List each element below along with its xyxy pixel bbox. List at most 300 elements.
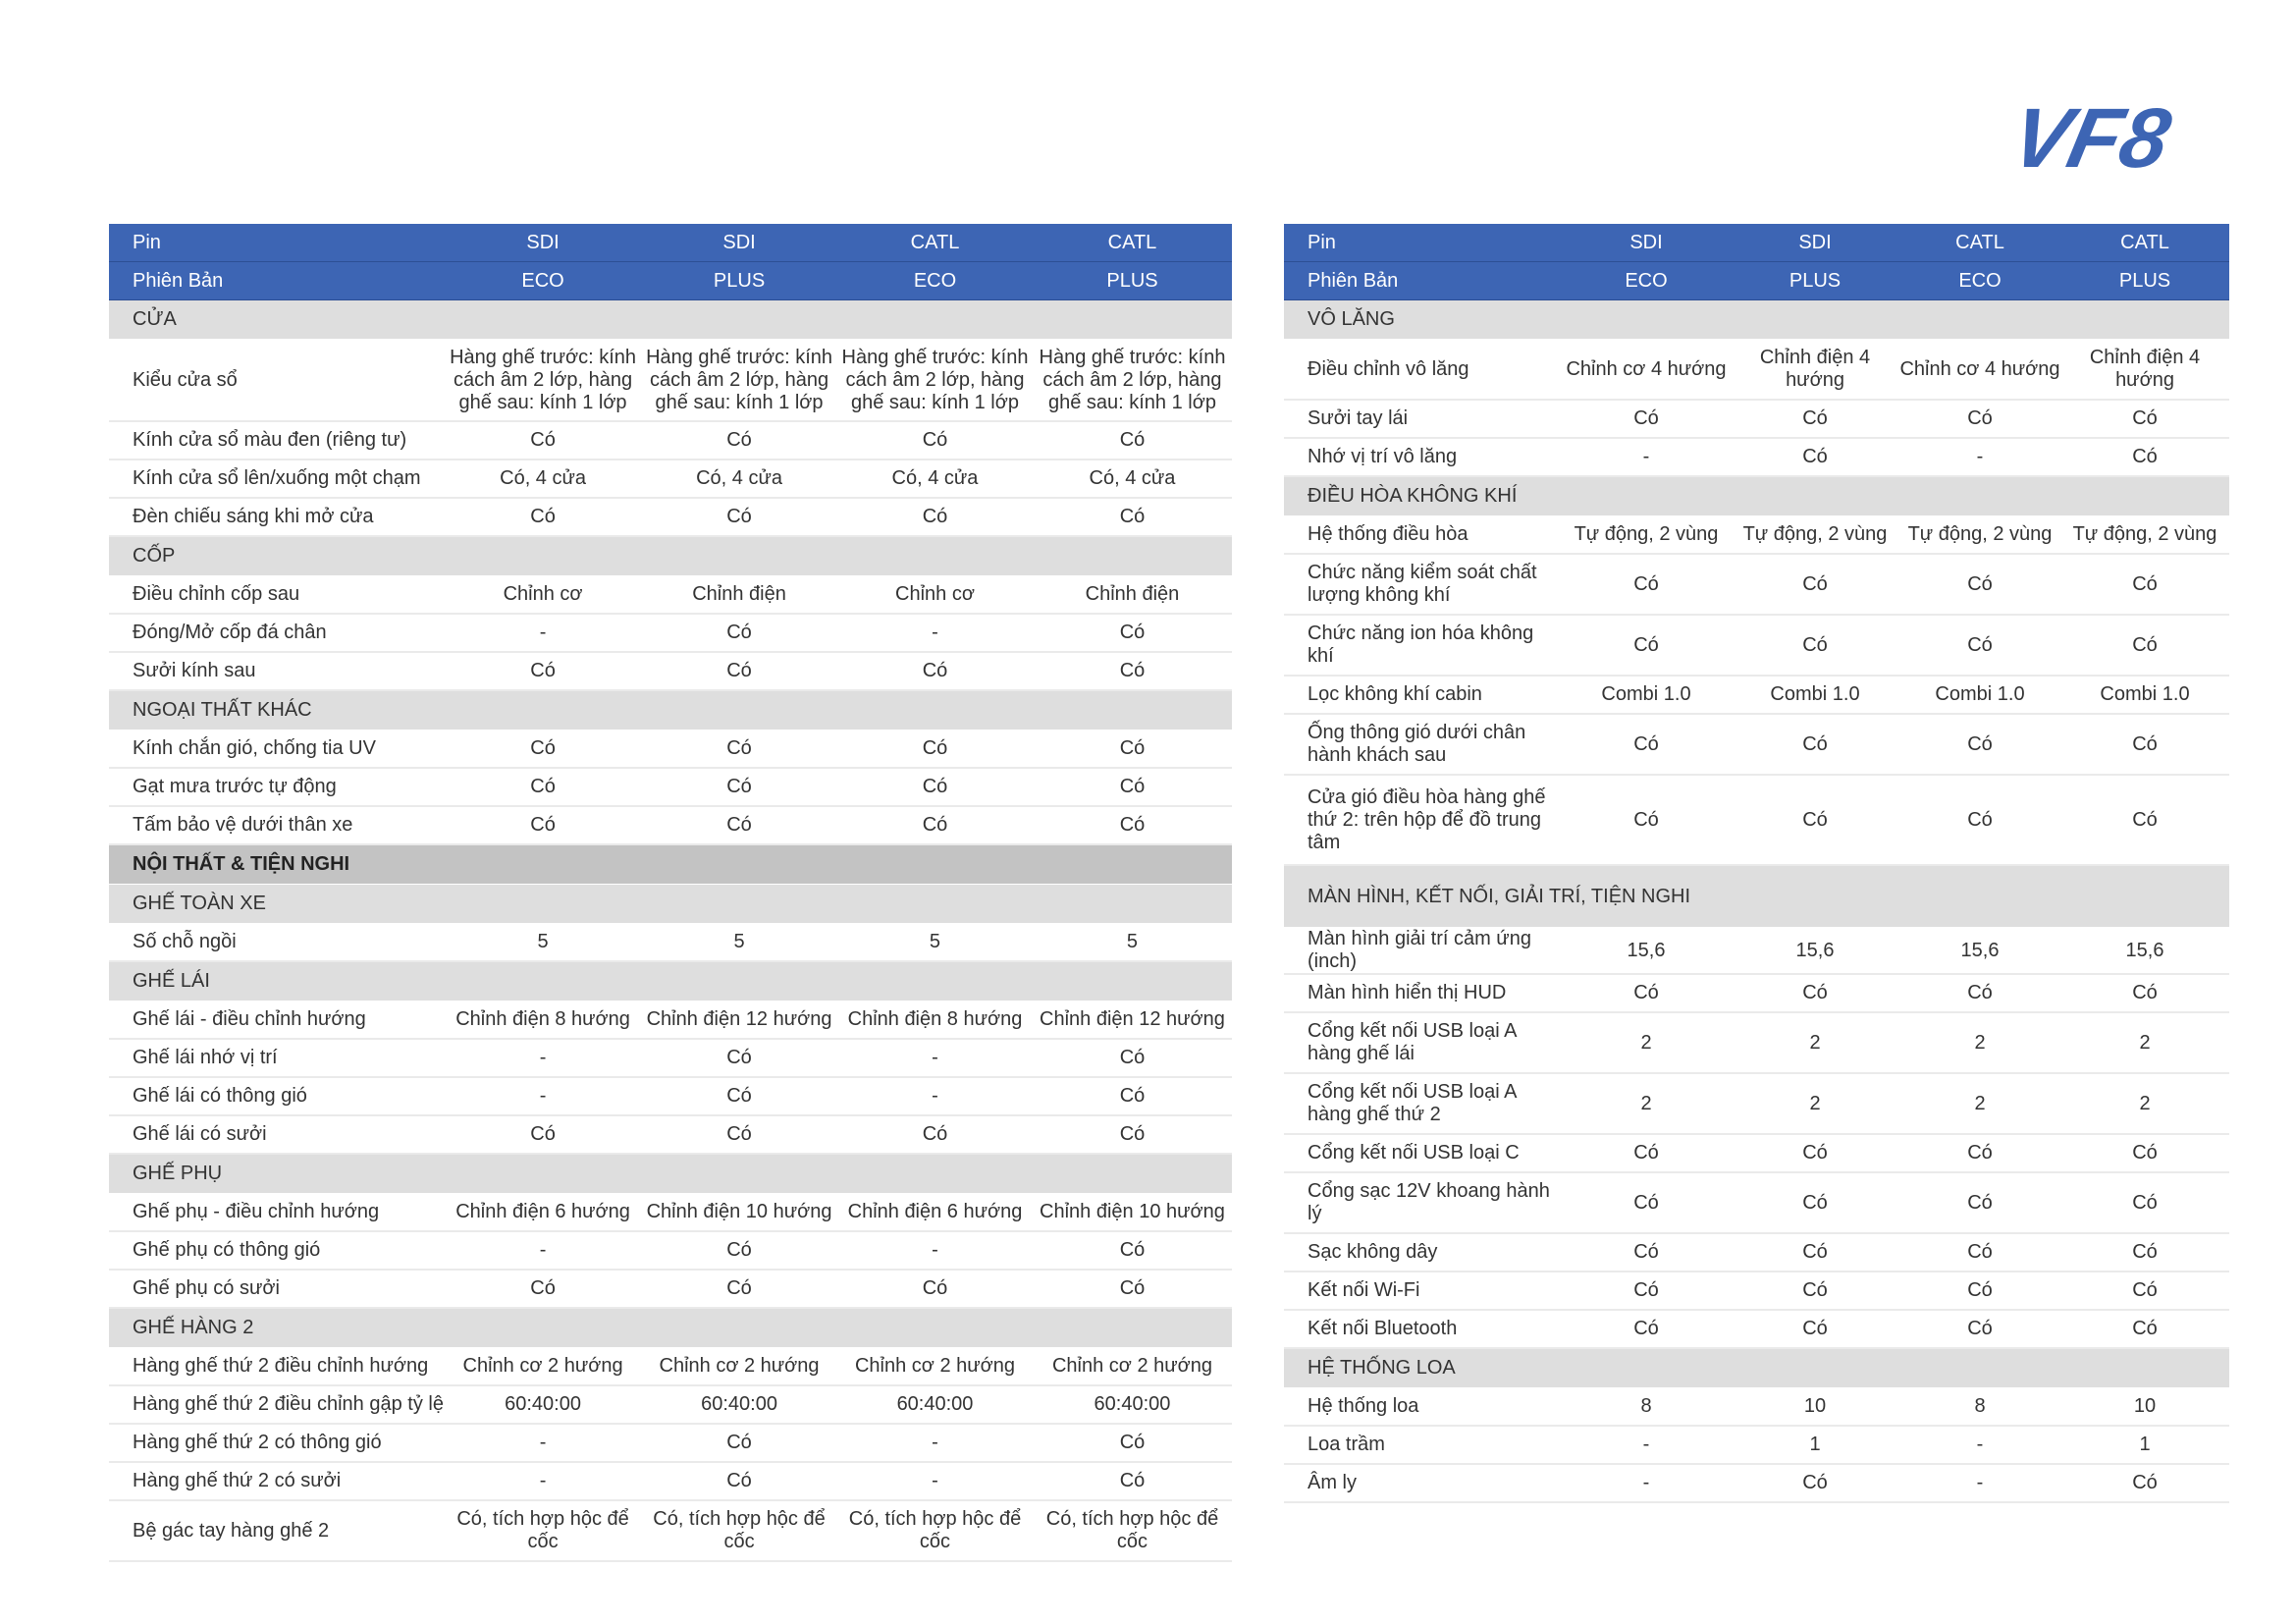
- row-value: Có: [2060, 438, 2229, 476]
- row-value: Chỉnh điện: [1033, 576, 1232, 615]
- row-value: -: [445, 1077, 641, 1115]
- row-value: Có: [1562, 974, 1731, 1012]
- row-value: Có: [641, 614, 837, 652]
- header-cell: PLUS: [2060, 262, 2229, 300]
- spec-table-right: [1284, 224, 2229, 1503]
- table-row: [1284, 400, 2229, 438]
- table-row: [1284, 676, 2229, 714]
- table-row: [109, 1001, 1232, 1040]
- section-header: [109, 885, 1232, 924]
- row-value: Có: [1899, 554, 2060, 615]
- row-value: Có: [1899, 1134, 2060, 1172]
- table-row: [109, 652, 1232, 690]
- row-value: Có: [1899, 775, 2060, 865]
- row-value: Có: [1033, 421, 1232, 460]
- row-label: Điều chỉnh vô lăng: [1284, 340, 1562, 401]
- table-row: [109, 731, 1232, 769]
- row-value: Có: [1731, 554, 1899, 615]
- row-value: Tự động, 2 vùng: [2060, 516, 2229, 555]
- table-row: [1284, 1310, 2229, 1348]
- table-row: [1284, 615, 2229, 676]
- row-label: Hệ thống điều hòa: [1284, 516, 1562, 555]
- row-value: Có: [2060, 615, 2229, 676]
- row-value: Có: [1033, 806, 1232, 844]
- section-header: [1284, 1348, 2229, 1388]
- row-value: Có: [445, 768, 641, 806]
- row-value: 2: [1562, 1073, 1731, 1134]
- table-row: [109, 1424, 1232, 1462]
- row-value: Hàng ghế trước: kính cách âm 2 lớp, hàng ghế sau: kính 1 lớp: [837, 340, 1033, 422]
- row-value: Có, 4 cửa: [445, 460, 641, 498]
- header-row: [109, 262, 1232, 300]
- section-header: [109, 1154, 1232, 1194]
- row-value: 2: [1899, 1073, 2060, 1134]
- row-value: 15,6: [1731, 928, 1899, 975]
- row-value: Có: [2060, 1134, 2229, 1172]
- row-value: Có: [2060, 1464, 2229, 1502]
- row-value: Có: [1731, 1233, 1899, 1272]
- row-value: 2: [1562, 1012, 1731, 1073]
- row-value: Có: [1033, 1424, 1232, 1462]
- row-value: Chỉnh điện 8 hướng: [445, 1001, 641, 1040]
- row-label: Cửa gió điều hòa hàng ghế thứ 2: trên hộp để đồ trung tâm: [1284, 775, 1562, 865]
- row-value: Có: [1033, 1039, 1232, 1077]
- row-value: Combi 1.0: [1562, 676, 1731, 714]
- row-label: Cổng kết nối USB loại C: [1284, 1134, 1562, 1172]
- row-value: 60:40:00: [837, 1385, 1033, 1424]
- table-row: [109, 1500, 1232, 1561]
- row-value: 10: [1731, 1388, 1899, 1427]
- row-value: Có: [445, 498, 641, 536]
- row-value: Có: [1033, 614, 1232, 652]
- row-label: Đóng/Mở cốp đá chân: [109, 614, 445, 652]
- row-value: 2: [1899, 1012, 2060, 1073]
- row-value: Chỉnh cơ 4 hướng: [1899, 340, 2060, 401]
- row-value: Chỉnh cơ 2 hướng: [641, 1348, 837, 1386]
- table-row: [1284, 1426, 2229, 1464]
- header-row: [1284, 224, 2229, 262]
- header-label: Pin: [1284, 224, 1562, 262]
- row-value: 5: [445, 924, 641, 962]
- row-value: Có: [1731, 438, 1899, 476]
- row-value: Chỉnh điện 12 hướng: [1033, 1001, 1232, 1040]
- row-value: Có: [1899, 615, 2060, 676]
- row-label: Kết nối Bluetooth: [1284, 1310, 1562, 1348]
- section-header: [109, 844, 1232, 885]
- row-label: Cổng kết nối USB loại A hàng ghế thứ 2: [1284, 1073, 1562, 1134]
- row-value: Có: [1562, 400, 1731, 438]
- row-value: Có: [1562, 714, 1731, 775]
- header-row: [109, 224, 1232, 262]
- row-value: Có: [641, 1424, 837, 1462]
- row-value: Có: [1731, 974, 1899, 1012]
- header-label: Pin: [109, 224, 445, 262]
- row-value: 60:40:00: [1033, 1385, 1232, 1424]
- row-value: Tự động, 2 vùng: [1562, 516, 1731, 555]
- row-value: Có: [2060, 1310, 2229, 1348]
- row-value: -: [1899, 1464, 2060, 1502]
- header-label: Phiên Bản: [1284, 262, 1562, 300]
- table-row: [1284, 1012, 2229, 1073]
- row-value: Có: [641, 1115, 837, 1154]
- table-row: [109, 1077, 1232, 1115]
- row-value: Có: [1562, 615, 1731, 676]
- row-value: Có, 4 cửa: [837, 460, 1033, 498]
- row-value: Tự động, 2 vùng: [1731, 516, 1899, 555]
- row-value: Có, tích hợp hộc để cốc: [1033, 1500, 1232, 1561]
- row-label: Kính chắn gió, chống tia UV: [109, 731, 445, 769]
- row-value: Chỉnh điện 12 hướng: [641, 1001, 837, 1040]
- row-label: Gạt mưa trước tự động: [109, 768, 445, 806]
- table-row: [1284, 554, 2229, 615]
- row-value: Chỉnh cơ 4 hướng: [1562, 340, 1731, 401]
- section-header: [1284, 300, 2229, 340]
- row-label: Sưởi tay lái: [1284, 400, 1562, 438]
- row-value: Combi 1.0: [1899, 676, 2060, 714]
- table-row: [109, 806, 1232, 844]
- row-value: Có: [445, 731, 641, 769]
- header-cell: ECO: [1562, 262, 1731, 300]
- row-label: Loa trầm: [1284, 1426, 1562, 1464]
- row-value: -: [837, 1077, 1033, 1115]
- row-label: Số chỗ ngồi: [109, 924, 445, 962]
- table-row: [1284, 438, 2229, 476]
- row-value: -: [837, 1424, 1033, 1462]
- table-row: [109, 1385, 1232, 1424]
- row-value: -: [1899, 1426, 2060, 1464]
- header-cell: ECO: [1899, 262, 2060, 300]
- row-value: -: [837, 1462, 1033, 1500]
- row-value: Có: [2060, 1233, 2229, 1272]
- row-value: Chỉnh cơ 2 hướng: [1033, 1348, 1232, 1386]
- section-title: GHẾ TOÀN XE: [109, 885, 1232, 924]
- row-label: Chức năng kiểm soát chất lượng không khí: [1284, 554, 1562, 615]
- table-row: [1284, 1134, 2229, 1172]
- row-value: 5: [837, 924, 1033, 962]
- row-value: Có: [837, 1115, 1033, 1154]
- row-value: Có: [641, 498, 837, 536]
- section-header: [109, 690, 1232, 731]
- section-header: [109, 300, 1232, 340]
- header-cell: CATL: [1033, 224, 1232, 262]
- row-value: Chỉnh điện: [641, 576, 837, 615]
- row-label: Cổng kết nối USB loại A hàng ghế lái: [1284, 1012, 1562, 1073]
- row-value: Có: [641, 1270, 837, 1308]
- row-value: Có: [1033, 1231, 1232, 1270]
- row-label: Kính cửa sổ lên/xuống một chạm: [109, 460, 445, 498]
- row-value: Có: [837, 421, 1033, 460]
- table-row: [109, 1270, 1232, 1308]
- row-label: Hàng ghế thứ 2 điều chỉnh gập tỷ lệ: [109, 1385, 445, 1424]
- header-cell: SDI: [1731, 224, 1899, 262]
- header-cell: CATL: [2060, 224, 2229, 262]
- row-value: Có: [1033, 768, 1232, 806]
- row-value: Có: [1562, 1233, 1731, 1272]
- row-value: Có: [837, 498, 1033, 536]
- row-value: Có: [2060, 554, 2229, 615]
- spec-table-left: [109, 224, 1232, 1562]
- row-value: Hàng ghế trước: kính cách âm 2 lớp, hàng ghế sau: kính 1 lớp: [641, 340, 837, 422]
- row-value: -: [837, 614, 1033, 652]
- row-value: Hàng ghế trước: kính cách âm 2 lớp, hàng ghế sau: kính 1 lớp: [1033, 340, 1232, 422]
- row-value: Có: [837, 806, 1033, 844]
- row-value: Có: [641, 1039, 837, 1077]
- table-row: [1284, 1464, 2229, 1502]
- row-label: Lọc không khí cabin: [1284, 676, 1562, 714]
- row-label: Màn hình giải trí cảm ứng (inch): [1284, 928, 1562, 975]
- row-value: -: [445, 1462, 641, 1500]
- table-row: [109, 614, 1232, 652]
- row-label: Ghế phụ có thông gió: [109, 1231, 445, 1270]
- row-value: Chỉnh cơ 2 hướng: [445, 1348, 641, 1386]
- section-title: GHẾ PHỤ: [109, 1154, 1232, 1194]
- row-value: Chỉnh cơ: [445, 576, 641, 615]
- row-label: Đèn chiếu sáng khi mở cửa: [109, 498, 445, 536]
- row-value: Có: [1731, 1172, 1899, 1233]
- row-value: Có: [1033, 1077, 1232, 1115]
- row-value: Có: [1899, 1272, 2060, 1310]
- row-value: Có: [1562, 1134, 1731, 1172]
- section-header: [1284, 476, 2229, 516]
- row-label: Ghế lái có thông gió: [109, 1077, 445, 1115]
- table-row: [109, 768, 1232, 806]
- row-value: Có: [641, 421, 837, 460]
- row-value: Có: [445, 652, 641, 690]
- row-value: Có: [1562, 775, 1731, 865]
- section-title: CỐP: [109, 536, 1232, 576]
- row-value: 2: [2060, 1012, 2229, 1073]
- row-value: Có: [2060, 400, 2229, 438]
- row-value: Có: [445, 1270, 641, 1308]
- row-value: Combi 1.0: [1731, 676, 1899, 714]
- row-label: Ghế lái có sưởi: [109, 1115, 445, 1154]
- row-value: Có: [445, 806, 641, 844]
- row-value: -: [1562, 1426, 1731, 1464]
- row-value: Có: [1899, 1233, 2060, 1272]
- header-cell: ECO: [445, 262, 641, 300]
- row-value: Chỉnh cơ: [837, 576, 1033, 615]
- row-value: Có: [837, 1270, 1033, 1308]
- row-label: Kiểu cửa sổ: [109, 340, 445, 422]
- row-value: -: [445, 614, 641, 652]
- row-value: Có, 4 cửa: [1033, 460, 1232, 498]
- row-value: 5: [1033, 924, 1232, 962]
- row-label: Kính cửa sổ màu đen (riêng tư): [109, 421, 445, 460]
- row-value: -: [1562, 1464, 1731, 1502]
- row-value: Có: [641, 731, 837, 769]
- header-label: Phiên Bản: [109, 262, 445, 300]
- row-label: Ghế phụ có sưởi: [109, 1270, 445, 1308]
- row-value: Có: [1731, 1134, 1899, 1172]
- row-value: Có: [1731, 1310, 1899, 1348]
- row-label: Sạc không dây: [1284, 1233, 1562, 1272]
- table-row: [109, 1348, 1232, 1386]
- table-row: [1284, 1233, 2229, 1272]
- row-value: Có: [445, 1115, 641, 1154]
- row-value: Có: [2060, 775, 2229, 865]
- row-value: Chỉnh điện 10 hướng: [1033, 1194, 1232, 1232]
- table-row: [109, 1231, 1232, 1270]
- row-value: Chỉnh cơ 2 hướng: [837, 1348, 1033, 1386]
- row-value: Có: [1899, 400, 2060, 438]
- row-value: 15,6: [1562, 928, 1731, 975]
- row-value: 15,6: [2060, 928, 2229, 975]
- row-label: Ghế phụ - điều chỉnh hướng: [109, 1194, 445, 1232]
- header-cell: CATL: [1899, 224, 2060, 262]
- row-value: Có, tích hợp hộc để cốc: [445, 1500, 641, 1561]
- section-title: GHẾ LÁI: [109, 961, 1232, 1001]
- section-header: [109, 961, 1232, 1001]
- row-value: Có: [1731, 400, 1899, 438]
- table-row: [1284, 974, 2229, 1012]
- row-value: Có: [1562, 1272, 1731, 1310]
- table-row: [109, 924, 1232, 962]
- table-row: [1284, 1272, 2229, 1310]
- section-title: VÔ LĂNG: [1284, 300, 2229, 340]
- row-label: Sưởi kính sau: [109, 652, 445, 690]
- row-value: Có: [1562, 1310, 1731, 1348]
- row-label: Hàng ghế thứ 2 có sưởi: [109, 1462, 445, 1500]
- row-label: Hệ thống loa: [1284, 1388, 1562, 1427]
- row-value: Có: [1899, 1172, 2060, 1233]
- row-value: Combi 1.0: [2060, 676, 2229, 714]
- row-value: Có, tích hợp hộc để cốc: [641, 1500, 837, 1561]
- row-value: Có: [1899, 974, 2060, 1012]
- row-value: 60:40:00: [445, 1385, 641, 1424]
- table-row: [1284, 1388, 2229, 1427]
- row-value: Có: [641, 1077, 837, 1115]
- table-row: [109, 576, 1232, 615]
- table-row: [1284, 516, 2229, 555]
- row-value: Có: [2060, 714, 2229, 775]
- row-value: -: [837, 1039, 1033, 1077]
- section-title: MÀN HÌNH, KẾT NỐI, GIẢI TRÍ, TIỆN NGHI: [1284, 865, 2229, 928]
- vf8-logo: [1993, 98, 2228, 177]
- table-row: [109, 498, 1232, 536]
- section-title: ĐIỀU HÒA KHÔNG KHÍ: [1284, 476, 2229, 516]
- row-value: Có: [1899, 714, 2060, 775]
- row-value: Chỉnh điện 10 hướng: [641, 1194, 837, 1232]
- row-label: Điều chỉnh cốp sau: [109, 576, 445, 615]
- row-value: -: [1899, 438, 2060, 476]
- row-value: 8: [1899, 1388, 2060, 1427]
- row-value: Có: [2060, 1272, 2229, 1310]
- row-value: Có, 4 cửa: [641, 460, 837, 498]
- row-value: Có: [1731, 1272, 1899, 1310]
- row-label: Hàng ghế thứ 2 có thông gió: [109, 1424, 445, 1462]
- row-label: Màn hình hiển thị HUD: [1284, 974, 1562, 1012]
- row-value: Tự động, 2 vùng: [1899, 516, 2060, 555]
- row-value: 2: [2060, 1073, 2229, 1134]
- section-title: NGOẠI THẤT KHÁC: [109, 690, 1232, 731]
- table-row: [109, 1115, 1232, 1154]
- section-title: GHẾ HÀNG 2: [109, 1308, 1232, 1348]
- row-value: Có: [641, 1462, 837, 1500]
- row-value: Có: [837, 768, 1033, 806]
- header-cell: PLUS: [1033, 262, 1232, 300]
- row-value: 2: [1731, 1012, 1899, 1073]
- row-value: Có: [1033, 652, 1232, 690]
- row-value: Chỉnh điện 8 hướng: [837, 1001, 1033, 1040]
- row-value: Có: [445, 421, 641, 460]
- row-label: Âm ly: [1284, 1464, 1562, 1502]
- row-value: Có: [2060, 1172, 2229, 1233]
- row-value: Có, tích hợp hộc để cốc: [837, 1500, 1033, 1561]
- row-value: Có: [1033, 731, 1232, 769]
- row-value: 5: [641, 924, 837, 962]
- row-label: Bệ gác tay hàng ghế 2: [109, 1500, 445, 1561]
- row-value: Có: [641, 1231, 837, 1270]
- row-value: Có: [1731, 615, 1899, 676]
- table-row: [1284, 714, 2229, 775]
- row-value: Có: [1731, 714, 1899, 775]
- logo-text: VF8: [2003, 98, 2179, 177]
- row-value: 8: [1562, 1388, 1731, 1427]
- row-value: -: [1562, 438, 1731, 476]
- table-row: [1284, 1073, 2229, 1134]
- header-cell: PLUS: [641, 262, 837, 300]
- section-title: NỘI THẤT & TIỆN NGHI: [109, 844, 1232, 885]
- row-value: Có: [641, 768, 837, 806]
- table-row: [1284, 775, 2229, 865]
- row-value: 1: [2060, 1426, 2229, 1464]
- row-value: 15,6: [1899, 928, 2060, 975]
- row-value: Có: [1562, 1172, 1731, 1233]
- row-value: -: [445, 1039, 641, 1077]
- row-value: Chỉnh điện 4 hướng: [2060, 340, 2229, 401]
- section-title: HỆ THỐNG LOA: [1284, 1348, 2229, 1388]
- table-row: [109, 460, 1232, 498]
- section-header: [109, 1308, 1232, 1348]
- row-value: Có: [837, 731, 1033, 769]
- row-value: Có: [2060, 974, 2229, 1012]
- row-value: -: [445, 1231, 641, 1270]
- header-cell: ECO: [837, 262, 1033, 300]
- row-value: Có: [1899, 1310, 2060, 1348]
- row-label: Kết nối Wi-Fi: [1284, 1272, 1562, 1310]
- row-value: Có: [1033, 1115, 1232, 1154]
- row-value: -: [445, 1424, 641, 1462]
- row-value: Chỉnh điện 4 hướng: [1731, 340, 1899, 401]
- section-header: [1284, 865, 2229, 928]
- table-row: [1284, 340, 2229, 401]
- table-row: [109, 1194, 1232, 1232]
- header-cell: SDI: [641, 224, 837, 262]
- section-header: [109, 536, 1232, 576]
- row-value: Có: [641, 806, 837, 844]
- row-label: Tấm bảo vệ dưới thân xe: [109, 806, 445, 844]
- section-title: CỬA: [109, 300, 1232, 340]
- row-label: Ống thông gió dưới chân hành khách sau: [1284, 714, 1562, 775]
- row-value: Hàng ghế trước: kính cách âm 2 lớp, hàng ghế sau: kính 1 lớp: [445, 340, 641, 422]
- table-row: [109, 1462, 1232, 1500]
- row-value: 1: [1731, 1426, 1899, 1464]
- row-label: Ghế lái nhớ vị trí: [109, 1039, 445, 1077]
- row-value: Có: [1033, 1270, 1232, 1308]
- row-value: -: [837, 1231, 1033, 1270]
- row-label: Cổng sạc 12V khoang hành lý: [1284, 1172, 1562, 1233]
- table-row: [109, 340, 1232, 422]
- row-value: 60:40:00: [641, 1385, 837, 1424]
- row-value: Có: [837, 652, 1033, 690]
- row-value: Chỉnh điện 6 hướng: [837, 1194, 1033, 1232]
- header-row: [1284, 262, 2229, 300]
- row-label: Chức năng ion hóa không khí: [1284, 615, 1562, 676]
- row-value: Có: [1731, 1464, 1899, 1502]
- row-value: 10: [2060, 1388, 2229, 1427]
- row-value: Chỉnh điện 6 hướng: [445, 1194, 641, 1232]
- row-value: Có: [1033, 498, 1232, 536]
